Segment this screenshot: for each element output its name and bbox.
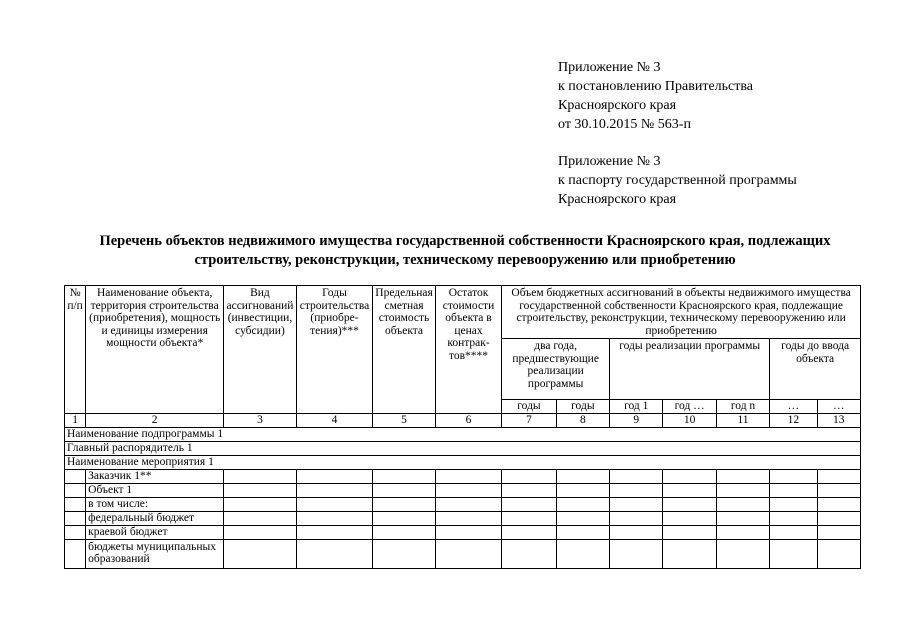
header-row: [65, 286, 861, 339]
header-cost: Предельная сметная стоимость объекта: [373, 286, 435, 414]
empty-cell: [224, 539, 297, 568]
manager-row: [65, 441, 861, 455]
appendix-block-passport: [558, 152, 878, 209]
row-label: Заказчик 1**: [86, 469, 224, 483]
empty-cell: [770, 469, 817, 483]
table-row: [65, 469, 861, 483]
empty-cell: [373, 511, 435, 525]
table-row: [65, 525, 861, 539]
empty-cell: [663, 469, 716, 483]
empty-cell: [663, 525, 716, 539]
col-number: 8: [556, 414, 609, 428]
activity-cell: Наименование мероприятия 1: [65, 455, 861, 469]
empty-cell: [716, 497, 769, 511]
empty-cell: [435, 539, 502, 568]
col-number: 7: [502, 414, 556, 428]
objects-table: [64, 285, 861, 569]
empty-cell: [817, 483, 860, 497]
header-two-years: два года, предшествующие реализации программы: [502, 339, 610, 400]
header-remain: Остаток стоимости объекта в ценах контрак-тов****: [435, 286, 502, 414]
col-number: 12: [770, 414, 817, 428]
appendix-line: Приложение № 3: [558, 154, 661, 169]
empty-cell: [770, 483, 817, 497]
empty-cell: [610, 539, 663, 568]
manager-cell: Главный распорядитель 1: [65, 441, 861, 455]
empty-cell: [663, 511, 716, 525]
empty-cell: [610, 497, 663, 511]
empty-cell: [556, 511, 609, 525]
header-sub: годы: [502, 400, 556, 414]
table-row: [65, 483, 861, 497]
empty-cell: [817, 525, 860, 539]
empty-cell: [502, 483, 556, 497]
empty-cell: [556, 469, 609, 483]
empty-cell: [296, 511, 373, 525]
empty-cell: [296, 469, 373, 483]
empty-cell: [663, 497, 716, 511]
empty-cell: [373, 525, 435, 539]
appendix-header: [558, 58, 878, 227]
empty-cell: [817, 469, 860, 483]
header-years: Годы строительства (приобре-тения)***: [296, 286, 373, 414]
col-number: 3: [224, 414, 297, 428]
header-until-years: годы до ввода объекта: [770, 339, 861, 400]
empty-cell: [716, 483, 769, 497]
empty-cell: [817, 539, 860, 568]
empty-cell: [817, 511, 860, 525]
col-number: 10: [663, 414, 716, 428]
col-number: 11: [716, 414, 769, 428]
empty-cell: [224, 483, 297, 497]
empty-cell: [224, 497, 297, 511]
empty-cell: [435, 469, 502, 483]
header-program-years: годы реализации программы: [610, 339, 770, 400]
empty-cell: [716, 511, 769, 525]
col-number: 6: [435, 414, 502, 428]
header-sub: год 1: [610, 400, 663, 414]
empty-cell: [373, 497, 435, 511]
activity-row: [65, 455, 861, 469]
empty-cell: [610, 469, 663, 483]
empty-cell: [296, 539, 373, 568]
empty-cell: [296, 525, 373, 539]
row-label: в том числе:: [86, 497, 224, 511]
header-sub: год n: [716, 400, 769, 414]
col-number: 4: [296, 414, 373, 428]
empty-cell: [435, 525, 502, 539]
empty-cell: [716, 469, 769, 483]
header-type: Вид ассигнований (инвестиции, субсидии): [224, 286, 297, 414]
empty-cell: [502, 525, 556, 539]
empty-cell: [65, 497, 86, 511]
appendix-line: Красноярского края: [558, 192, 677, 207]
empty-cell: [502, 497, 556, 511]
subprogram-cell: Наименование подпрограммы 1: [65, 427, 861, 441]
header-sub: …: [770, 400, 817, 414]
empty-cell: [502, 469, 556, 483]
empty-cell: [373, 483, 435, 497]
appendix-line: Красноярского края: [558, 98, 677, 113]
empty-cell: [770, 497, 817, 511]
empty-cell: [716, 525, 769, 539]
empty-cell: [224, 511, 297, 525]
empty-cell: [296, 497, 373, 511]
empty-cell: [65, 511, 86, 525]
empty-cell: [224, 469, 297, 483]
col-number: 1: [65, 414, 86, 428]
empty-cell: [502, 511, 556, 525]
header-sub: …: [817, 400, 860, 414]
col-number: 5: [373, 414, 435, 428]
row-label: федеральный бюджет: [86, 511, 224, 525]
header-num: № п/п: [65, 286, 86, 414]
empty-cell: [65, 469, 86, 483]
empty-cell: [770, 511, 817, 525]
empty-cell: [65, 539, 86, 568]
table-row: [65, 539, 861, 568]
col-number: 13: [817, 414, 860, 428]
empty-cell: [373, 539, 435, 568]
row-label: Объект 1: [86, 483, 224, 497]
row-label: краевой бюджет: [86, 525, 224, 539]
header-name: Наименование объекта, территория строительства (приобретения), мощность и единицы измерения мощности объекта*: [86, 286, 224, 414]
empty-cell: [610, 483, 663, 497]
col-number: 9: [610, 414, 663, 428]
appendix-block-resolution: [558, 58, 878, 134]
appendix-line: Приложение № 3: [558, 60, 661, 75]
empty-cell: [435, 511, 502, 525]
empty-cell: [65, 525, 86, 539]
title-line: строительству, реконструкции, техническому перевооружению или приобретению: [194, 252, 736, 268]
empty-cell: [556, 483, 609, 497]
empty-cell: [817, 497, 860, 511]
column-number-row: [65, 414, 861, 428]
header-sub: год …: [663, 400, 716, 414]
empty-cell: [663, 483, 716, 497]
appendix-line: к постановлению Правительства: [558, 79, 754, 94]
empty-cell: [502, 539, 556, 568]
empty-cell: [373, 469, 435, 483]
empty-cell: [435, 497, 502, 511]
appendix-line: от 30.10.2015 № 563-п: [558, 117, 691, 132]
empty-cell: [556, 539, 609, 568]
row-label: бюджеты муниципальных образований: [86, 539, 224, 568]
empty-cell: [770, 525, 817, 539]
empty-cell: [663, 539, 716, 568]
empty-cell: [65, 483, 86, 497]
header-volume: Объем бюджетных ассигнований в объекты недвижимого имущества государственной собственности Красноярского края, подлежащие строительству, реконструкции, техническому перевооружению или приобретению: [502, 286, 861, 339]
col-number: 2: [86, 414, 224, 428]
empty-cell: [770, 539, 817, 568]
empty-cell: [610, 525, 663, 539]
header-sub: годы: [556, 400, 609, 414]
empty-cell: [435, 483, 502, 497]
empty-cell: [556, 525, 609, 539]
empty-cell: [224, 525, 297, 539]
table-row: [65, 511, 861, 525]
table-row: [65, 497, 861, 511]
empty-cell: [716, 539, 769, 568]
appendix-line: к паспорту государственной программы: [558, 173, 797, 188]
empty-cell: [610, 511, 663, 525]
title-line: Перечень объектов недвижимого имущества государственной собственности Красноярского края, подлежащих: [99, 233, 831, 249]
document-title: [40, 232, 890, 270]
subprogram-row: [65, 427, 861, 441]
empty-cell: [296, 483, 373, 497]
empty-cell: [556, 497, 609, 511]
